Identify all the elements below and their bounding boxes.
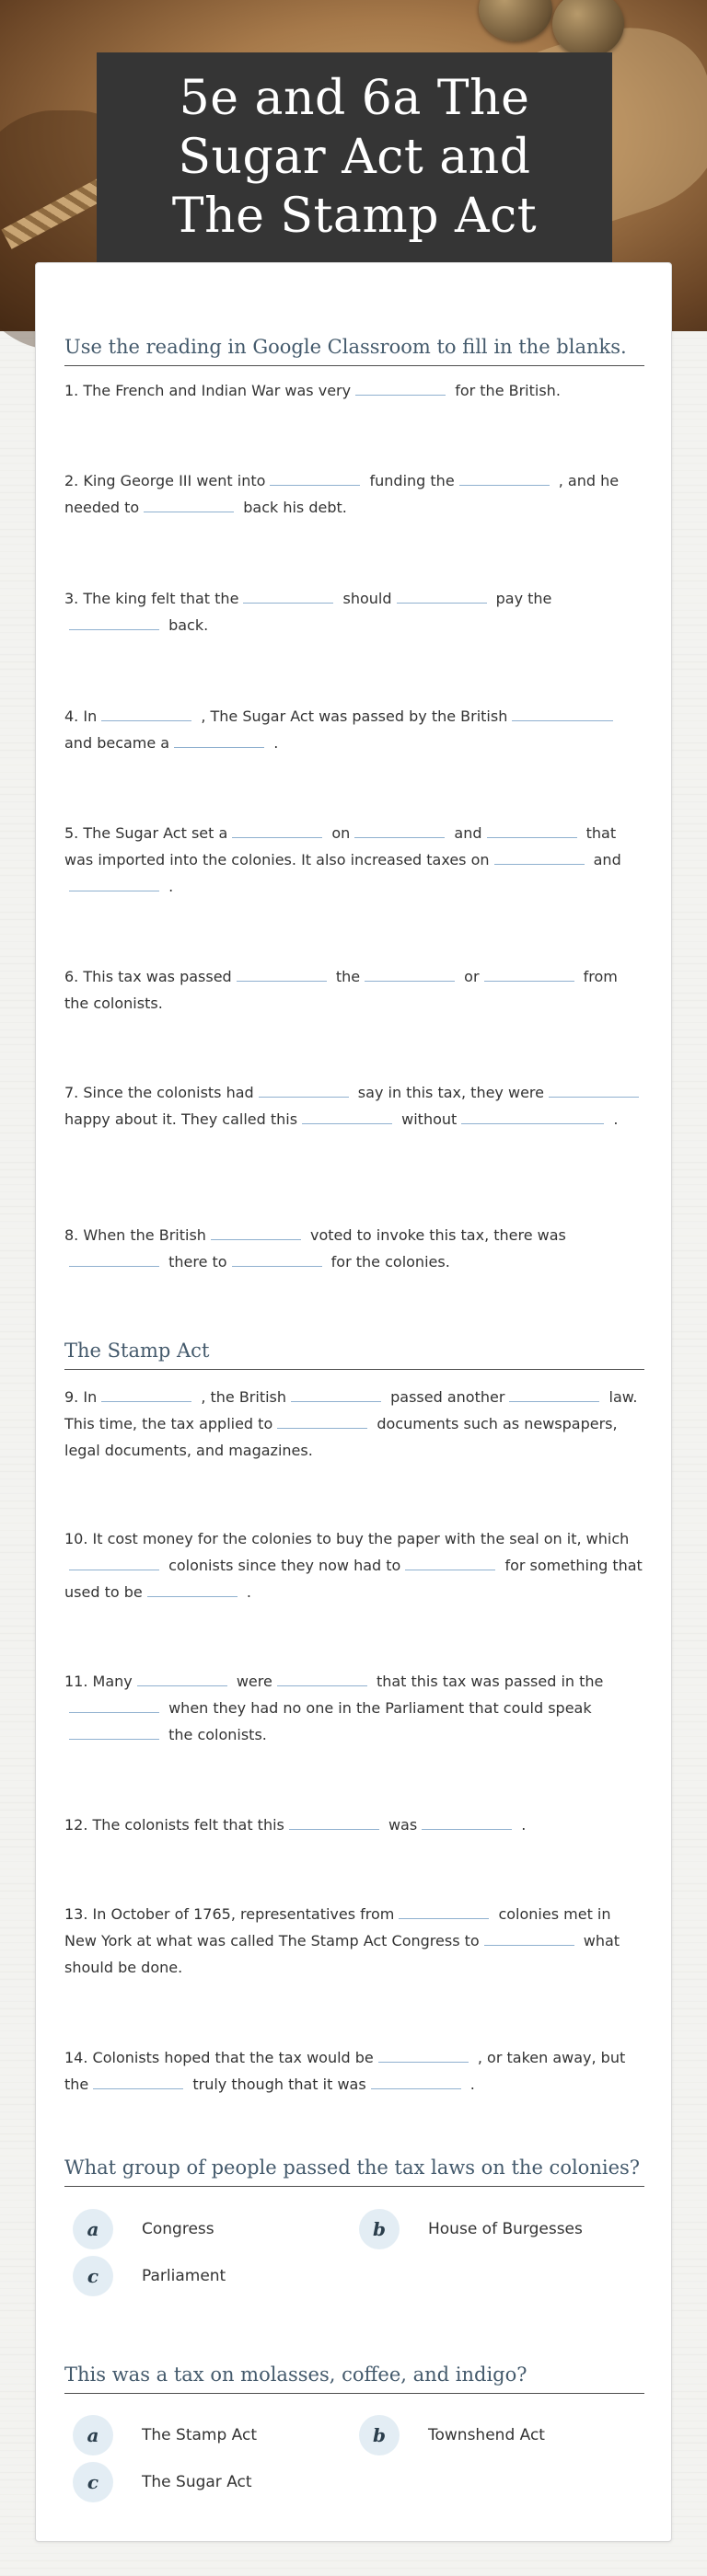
option-label: House of Burgesses [428, 2220, 583, 2238]
answer-blank[interactable] [211, 1222, 301, 1240]
question-1 [64, 377, 644, 404]
question-text: and [593, 851, 621, 868]
question-text: 3. The king felt that the [64, 590, 239, 607]
question-4 [64, 703, 644, 756]
answer-blank[interactable] [549, 1079, 639, 1098]
answer-blank[interactable] [365, 963, 455, 982]
question-text: happy about it. They called this [64, 1110, 298, 1128]
question-text: without [401, 1110, 458, 1128]
question-text: the [335, 968, 361, 985]
question-text: law. This time, the tax applied to [64, 1388, 638, 1432]
mc-option-a[interactable] [73, 2415, 257, 2455]
answer-blank[interactable] [93, 2071, 183, 2089]
answer-blank[interactable] [243, 585, 333, 604]
question-text: funding the [369, 472, 455, 489]
question-text: . [273, 734, 279, 752]
answer-blank[interactable] [270, 467, 360, 486]
answer-blank[interactable] [237, 963, 327, 982]
question-text: . [613, 1110, 619, 1128]
question-10 [64, 1525, 644, 1605]
question-text: , or taken away, but the [64, 2049, 626, 2093]
question-text: was [388, 1816, 418, 1834]
answer-blank[interactable] [69, 1248, 159, 1267]
question-9 [64, 1384, 644, 1464]
answer-blank[interactable] [291, 1384, 381, 1402]
mc-option-b[interactable] [359, 2415, 545, 2455]
question-text: say in this tax, they were [357, 1084, 544, 1101]
answer-blank[interactable] [277, 1410, 367, 1429]
question-text: colonists since they now had to [168, 1557, 401, 1574]
section-heading-stamp-act: The Stamp Act [64, 1340, 644, 1370]
question-text: 7. Since the colonists had [64, 1084, 254, 1101]
answer-blank[interactable] [69, 873, 159, 891]
option-letter-b: b [359, 2209, 400, 2249]
question-13 [64, 1901, 644, 1981]
question-text: back his debt. [243, 499, 347, 516]
option-letter-a: a [73, 2209, 113, 2249]
coin-decoration [479, 0, 552, 41]
answer-blank[interactable] [137, 1668, 227, 1686]
question-text: documents such as newspapers, legal documents, and magazines. [64, 1415, 618, 1459]
question-2 [64, 467, 644, 521]
page-title: 5e and 6a The Sugar Act and The Stamp Act [171, 71, 538, 244]
question-text: 2. King George III went into [64, 472, 266, 489]
mc-option-c[interactable] [73, 2462, 252, 2502]
question-text: 6. This tax was passed [64, 968, 232, 985]
mc-question-heading: What group of people passed the tax laws on the colonies? [64, 2156, 644, 2187]
answer-blank[interactable] [422, 1811, 512, 1830]
title-banner [97, 52, 612, 262]
question-text: truly though that it was [192, 2076, 366, 2093]
answer-blank[interactable] [484, 963, 574, 982]
question-text: and became a [64, 734, 170, 752]
answer-blank[interactable] [405, 1552, 495, 1570]
question-12 [64, 1811, 644, 1838]
answer-blank[interactable] [259, 1079, 349, 1098]
question-3 [64, 585, 644, 638]
question-6 [64, 963, 644, 1017]
question-text: . [246, 1583, 251, 1601]
question-text: when they had no one in the Parliament that could speak [168, 1699, 592, 1717]
answer-blank[interactable] [459, 467, 550, 486]
answer-blank[interactable] [277, 1668, 367, 1686]
question-text: that was imported into the colonies. It also increased taxes on [64, 824, 617, 868]
answer-blank[interactable] [461, 1106, 604, 1124]
question-text: 8. When the British [64, 1226, 206, 1244]
option-label: The Sugar Act [142, 2473, 252, 2491]
mc-option-c[interactable] [73, 2256, 226, 2296]
answer-blank[interactable] [174, 730, 264, 748]
question-text: 10. It cost money for the colonies to buy the paper with the seal on it, which [64, 1530, 630, 1547]
answer-blank[interactable] [487, 820, 577, 838]
question-text: colonies met in New York at what was called The Stamp Act Congress to [64, 1905, 611, 1949]
question-text: that this tax was passed in the [376, 1673, 604, 1690]
question-text: 9. In [64, 1388, 98, 1406]
question-text: 1. The French and Indian War was very [64, 382, 352, 399]
answer-blank[interactable] [509, 1384, 599, 1402]
option-letter-b: b [359, 2415, 400, 2455]
answer-blank[interactable] [512, 703, 613, 721]
question-text: 4. In [64, 707, 98, 725]
answer-blank[interactable] [101, 703, 191, 721]
question-text: 5. The Sugar Act set a [64, 824, 228, 842]
question-text: for something that used to be [64, 1557, 643, 1601]
answer-blank[interactable] [289, 1811, 379, 1830]
mc-option-a[interactable] [73, 2209, 214, 2249]
option-letter-c: c [73, 2256, 113, 2296]
answer-blank[interactable] [494, 846, 585, 865]
question-text: 11. Many [64, 1673, 133, 1690]
question-text: passed another [390, 1388, 505, 1406]
question-text: from the colonists. [64, 968, 618, 1012]
answer-blank[interactable] [101, 1384, 191, 1402]
question-text: 14. Colonists hoped that the tax would be [64, 2049, 374, 2066]
question-text: for the colonies. [330, 1253, 450, 1271]
option-label: The Stamp Act [142, 2426, 257, 2444]
section-heading-fill-in: Use the reading in Google Classroom to fill in the blanks. [64, 336, 644, 366]
answer-blank[interactable] [355, 377, 446, 396]
answer-blank[interactable] [399, 1901, 489, 1919]
question-text: . [521, 1816, 527, 1834]
option-label: Congress [142, 2220, 214, 2238]
answer-blank[interactable] [354, 820, 445, 838]
question-text: should [342, 590, 392, 607]
option-label: Parliament [142, 2267, 226, 2285]
answer-blank[interactable] [147, 1579, 238, 1597]
option-label: Townshend Act [428, 2426, 545, 2444]
question-8 [64, 1222, 644, 1275]
question-text: there to [168, 1253, 227, 1271]
answer-blank[interactable] [69, 612, 159, 630]
option-letter-a: a [73, 2415, 113, 2455]
question-text: and [454, 824, 482, 842]
answer-blank[interactable] [232, 1248, 322, 1267]
question-text: , the British [201, 1388, 287, 1406]
question-text: back. [168, 616, 209, 634]
mc-question-heading: This was a tax on molasses, coffee, and indigo? [64, 2363, 644, 2394]
mc-option-b[interactable] [359, 2209, 583, 2249]
question-text: the colonists. [168, 1726, 267, 1743]
question-text: voted to invoke this tax, there was [310, 1226, 566, 1244]
answer-blank[interactable] [484, 1927, 574, 1946]
question-text: 12. The colonists felt that this [64, 1816, 284, 1834]
question-14 [64, 2044, 644, 2098]
question-text: for the British. [455, 382, 561, 399]
question-text: 13. In October of 1765, representatives from [64, 1905, 395, 1923]
question-text: , and he needed to [64, 472, 620, 516]
answer-blank[interactable] [378, 2044, 469, 2063]
question-text: . [469, 2076, 475, 2093]
answer-blank[interactable] [397, 585, 487, 604]
question-text: pay the [495, 590, 552, 607]
question-text: what should be done. [64, 1932, 620, 1976]
question-11 [64, 1668, 644, 1748]
question-5 [64, 820, 644, 900]
answer-blank[interactable] [69, 1695, 159, 1713]
answer-blank[interactable] [144, 494, 234, 512]
answer-blank[interactable] [69, 1721, 159, 1740]
answer-blank[interactable] [232, 820, 322, 838]
question-7 [64, 1079, 644, 1133]
option-letter-c: c [73, 2462, 113, 2502]
question-text: , The Sugar Act was passed by the British [201, 707, 508, 725]
answer-blank[interactable] [302, 1106, 392, 1124]
question-text: on [331, 824, 351, 842]
question-text: . [168, 878, 174, 895]
question-text: or [464, 968, 480, 985]
answer-blank[interactable] [69, 1552, 159, 1570]
worksheet-card [35, 262, 672, 2542]
question-text: were [236, 1673, 272, 1690]
answer-blank[interactable] [371, 2071, 461, 2089]
